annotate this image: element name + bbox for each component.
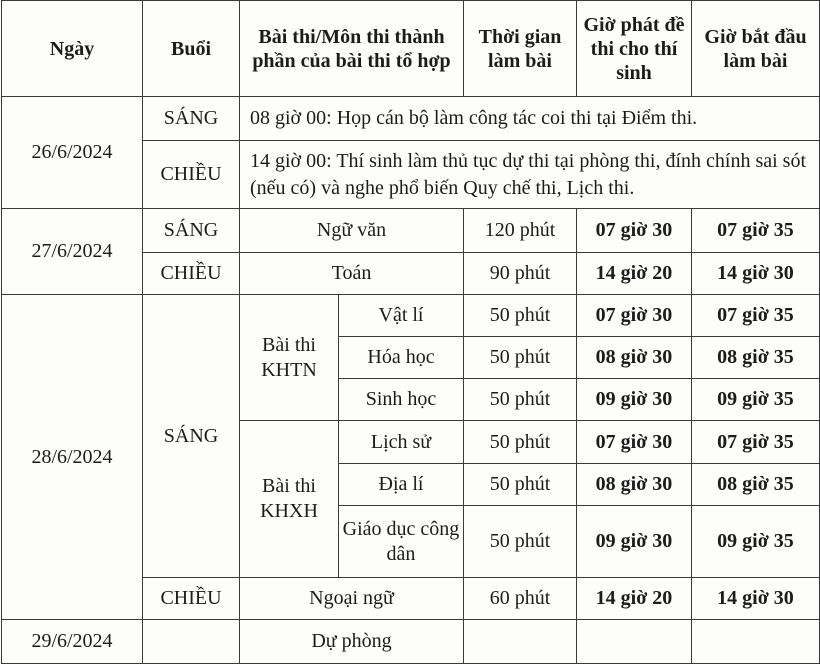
session-cell: CHIỀU (143, 253, 240, 295)
release-time-cell: 07 giờ 30 (577, 421, 692, 464)
subject-cell: Dự phòng (240, 620, 464, 664)
session-cell: SÁNG (143, 295, 240, 578)
session-cell-empty (143, 620, 240, 664)
session-cell: SÁNG (143, 209, 240, 253)
start-time-cell: 07 giờ 35 (692, 295, 820, 337)
release-time-cell: 09 giờ 30 (577, 379, 692, 421)
start-time-cell: 09 giờ 35 (692, 379, 820, 421)
subject-cell: Địa lí (339, 464, 464, 506)
table-row (2, 97, 820, 141)
table-row (2, 295, 820, 337)
header-subject: Bài thi/Môn thi thành phần của bài thi tổ hợp (240, 1, 464, 97)
duration-cell: 50 phút (464, 379, 577, 421)
header-date: Ngày (2, 1, 143, 97)
exam-schedule-table (1, 0, 820, 664)
subject-cell: Lịch sử (339, 421, 464, 464)
note-cell: 08 giờ 00: Họp cán bộ làm công tác coi thi tại Điểm thi. (240, 97, 820, 141)
date-cell: 29/6/2024 (2, 620, 143, 664)
release-time-cell: 14 giờ 20 (577, 253, 692, 295)
subject-cell: Vật lí (339, 295, 464, 337)
release-time-cell: 09 giờ 30 (577, 506, 692, 578)
subject-cell: Toán (240, 253, 464, 295)
note-cell: 14 giờ 00: Thí sinh làm thủ tục dự thi tại phòng thi, đính chính sai sót (nếu có) và nghe phổ biến Quy chế thi, Lịch thi. (240, 141, 820, 209)
group-label-khxh: Bài thi KHXH (240, 421, 339, 578)
release-time-cell: 07 giờ 30 (577, 209, 692, 253)
release-time-cell-empty (577, 620, 692, 664)
duration-cell: 50 phút (464, 506, 577, 578)
duration-cell: 120 phút (464, 209, 577, 253)
subject-cell: Giáo dục công dân (339, 506, 464, 578)
header-release-time: Giờ phát đề thi cho thí sinh (577, 1, 692, 97)
date-cell: 28/6/2024 (2, 295, 143, 620)
subject-cell: Hóa học (339, 337, 464, 379)
header-start-time: Giờ bắt đầu làm bài (692, 1, 820, 97)
duration-cell: 60 phút (464, 578, 577, 620)
start-time-cell-empty (692, 620, 820, 664)
date-cell: 26/6/2024 (2, 97, 143, 209)
date-cell: 27/6/2024 (2, 209, 143, 295)
header-row (2, 1, 820, 97)
duration-cell: 50 phút (464, 295, 577, 337)
start-time-cell: 09 giờ 35 (692, 506, 820, 578)
subject-cell: Sinh học (339, 379, 464, 421)
duration-cell-empty (464, 620, 577, 664)
header-duration: Thời gian làm bài (464, 1, 577, 97)
duration-cell: 50 phút (464, 421, 577, 464)
duration-cell: 50 phút (464, 464, 577, 506)
table-row (2, 209, 820, 253)
start-time-cell: 14 giờ 30 (692, 578, 820, 620)
group-label-khtn: Bài thi KHTN (240, 295, 339, 421)
release-time-cell: 14 giờ 20 (577, 578, 692, 620)
release-time-cell: 08 giờ 30 (577, 464, 692, 506)
header-session: Buổi (143, 1, 240, 97)
subject-cell: Ngữ văn (240, 209, 464, 253)
start-time-cell: 14 giờ 30 (692, 253, 820, 295)
start-time-cell: 07 giờ 35 (692, 421, 820, 464)
release-time-cell: 08 giờ 30 (577, 337, 692, 379)
duration-cell: 50 phút (464, 337, 577, 379)
session-cell: CHIỀU (143, 578, 240, 620)
session-cell: CHIỀU (143, 141, 240, 209)
table-row (2, 620, 820, 664)
duration-cell: 90 phút (464, 253, 577, 295)
start-time-cell: 07 giờ 35 (692, 209, 820, 253)
session-cell: SÁNG (143, 97, 240, 141)
start-time-cell: 08 giờ 35 (692, 337, 820, 379)
start-time-cell: 08 giờ 35 (692, 464, 820, 506)
release-time-cell: 07 giờ 30 (577, 295, 692, 337)
subject-cell: Ngoại ngữ (240, 578, 464, 620)
